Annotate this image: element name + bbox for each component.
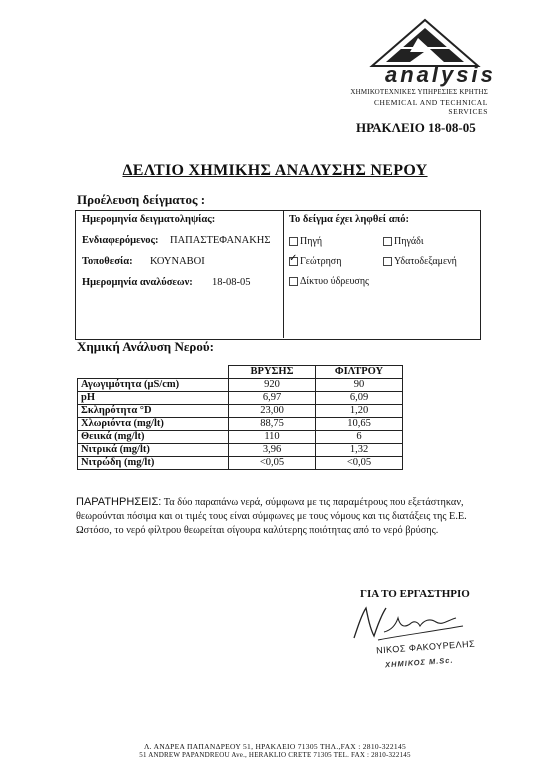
signature-icon <box>348 596 468 646</box>
source-checkbox-tank[interactable] <box>383 256 457 267</box>
analysis-date-value: 18-08-05 <box>212 277 251 288</box>
tap-value: 110 <box>229 431 316 444</box>
checkbox-checked-icon[interactable] <box>289 257 298 266</box>
lab-label: ΓΙΑ ΤΟ ΕΡΓΑΣΤΗΡΙΟ <box>360 588 470 600</box>
remarks-paragraph <box>76 495 484 538</box>
table-row <box>78 418 403 431</box>
source-label: Δίκτυο ύδρευσης <box>300 276 370 287</box>
interested-label: Ενδιαφερόμενος: <box>82 235 159 246</box>
filter-value: 90 <box>316 379 403 392</box>
table-corner <box>78 366 229 379</box>
table-row <box>78 444 403 457</box>
city-date: ΗΡΑΚΛΕΙΟ 18-08-05 <box>356 120 476 135</box>
parameter-name: Σκληρότητα °D <box>78 405 229 418</box>
filter-value: 1,32 <box>316 444 403 457</box>
remarks-text: Τα δύο παραπάνω νερά, σύμφωνα με τις παραμέτρους που εξετάστηκαν, θεωρούνται πόσιμα και οι τιμές τους είναι σύμφωνες με τους νόμους και τις διατάξεις της Ε.Ε. Ωστόσο, το νερό φίλτρου θεωρείται σίγουρα καλύτερης ποιότητας από το νερό βρύσης. <box>76 497 467 536</box>
signer-title: ΧΗΜΙΚΟΣ M.Sc. <box>384 655 454 670</box>
table-row <box>78 405 403 418</box>
column-header-tap: ΒΡΥΣΗΣ <box>229 366 316 379</box>
column-header-filter: ΦΙΛΤΡΟΥ <box>316 366 403 379</box>
filter-value: 6,09 <box>316 392 403 405</box>
logo-word: analysis <box>385 62 496 87</box>
source-label: Υδατοδεξαμενή <box>394 256 457 267</box>
results-table <box>77 365 403 470</box>
sampling-date-label: Ημερομηνία δειγματοληψίας: <box>82 214 216 225</box>
location-value: ΚΟΥΝΑΒΟΙ <box>150 256 205 267</box>
footer-address-greek: Λ. ΑΝΔΡΕΑ ΠΑΠΑΝΔΡΕΟΥ 51, ΗΡΑΚΛΕΙΟ 71305 ΤΗΛ.,FAX : 2810-322145 <box>143 742 407 751</box>
parameter-name: Αγωγιμότητα (μS/cm) <box>78 379 229 392</box>
checkbox-icon[interactable] <box>383 237 392 246</box>
checkbox-icon[interactable] <box>289 277 298 286</box>
company-name-english: CHEMICAL AND TECHNICAL SERVICES <box>373 98 488 116</box>
source-label: Γεώτρηση <box>300 256 342 267</box>
tap-value: 6,97 <box>229 392 316 405</box>
source-checkbox-network[interactable] <box>289 276 369 287</box>
signer-name: ΝΙΚΟΣ ΦΑΚΟΥΡΕΛΗΣ <box>375 638 476 656</box>
page-title: ΔΕΛΤΙΟ ΧΗΜΙΚΗΣ ΑΝΑΛΥΣΗΣ ΝΕΡΟΥ <box>122 162 428 179</box>
analysis-section-title: Χημική Ανάλυση Νερού: <box>77 339 214 354</box>
tap-value: <0,05 <box>229 457 316 470</box>
source-checkbox-well[interactable] <box>383 236 424 247</box>
table-row <box>78 431 403 444</box>
logo-triangle-icon <box>360 18 490 68</box>
filter-value: 10,65 <box>316 418 403 431</box>
sample-info-divider <box>283 210 284 338</box>
filter-value: <0,05 <box>316 457 403 470</box>
tap-value: 920 <box>229 379 316 392</box>
company-name-greek: ΧΗΜΙΚΟΤΕΧΝΙΚΕΣ ΥΠΗΡΕΣΙΕΣ ΚΡΗΤΗΣ <box>350 88 488 96</box>
remarks-heading: ΠΑΡΑΤΗΡΗΣΕΙΣ: <box>76 496 162 508</box>
tap-value: 88,75 <box>229 418 316 431</box>
parameter-name: Νιτρώδη (mg/lt) <box>78 457 229 470</box>
source-checkbox-borehole[interactable] <box>289 256 341 267</box>
parameter-name: pH <box>78 392 229 405</box>
sample-info-box <box>75 210 481 340</box>
filter-value: 1,20 <box>316 405 403 418</box>
location-label: Τοποθεσία: <box>82 256 133 267</box>
parameter-name: Θειικά (mg/lt) <box>78 431 229 444</box>
source-checkbox-spring[interactable] <box>289 236 322 247</box>
interested-value: ΠΑΠΑΣΤΕΦΑΝΑΚΗΣ <box>170 235 271 246</box>
checkbox-icon[interactable] <box>289 237 298 246</box>
tap-value: 23,00 <box>229 405 316 418</box>
table-row <box>78 379 403 392</box>
sample-section-title: Προέλευση δείγματος : <box>77 192 206 207</box>
results-table-wrap <box>77 365 403 470</box>
analysis-date-label: Ημερομηνία αναλύσεων: <box>82 277 193 288</box>
source-label: Πηγάδι <box>394 236 424 247</box>
footer-address-english: 51 ANDREW PAPANDREOU Ave., HERAKLIO CRETE 71305 TEL. FAX : 2810-322145 <box>139 751 411 759</box>
filter-value: 6 <box>316 431 403 444</box>
table-row <box>78 457 403 470</box>
tap-value: 3,96 <box>229 444 316 457</box>
source-label: Πηγή <box>300 236 323 247</box>
parameter-name: Χλωριόντα (mg/lt) <box>78 418 229 431</box>
table-header-row <box>78 366 403 379</box>
parameter-name: Νιτρικά (mg/lt) <box>78 444 229 457</box>
source-title: Το δείγμα έχει ληφθεί από: <box>289 214 410 225</box>
checkbox-icon[interactable] <box>383 257 392 266</box>
table-row <box>78 392 403 405</box>
